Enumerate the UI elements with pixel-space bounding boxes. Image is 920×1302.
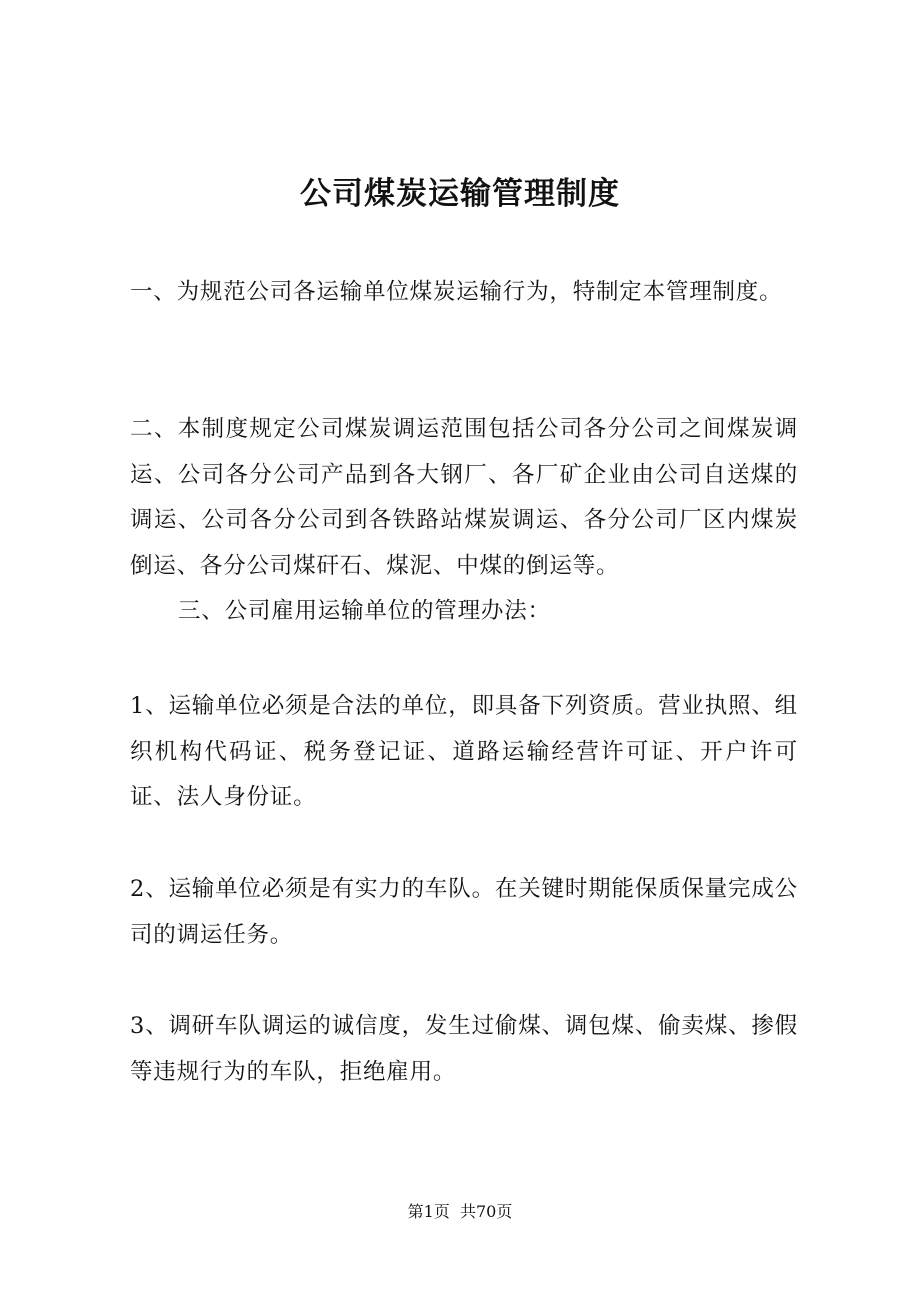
paragraph-6: 3、调研车队调运的诚信度，发生过偷煤、调包煤、偷卖煤、掺假等违规行为的车队，拒绝雇用。 <box>130 1013 798 1085</box>
page-footer <box>0 1200 920 1224</box>
paragraph-5: 2、运输单位必须是有实力的车队。在关键时期能保质保量完成公司的调运任务。 <box>130 876 798 948</box>
paragraph-4: 1、运输单位必须是合法的单位，即具备下列资质。营业执照、组织机构代码证、税务登记证、道路运输经营许可证、开户许可证、法人身份证。 <box>130 693 798 810</box>
paragraph-3: 三、公司雇用运输单位的管理办法： <box>178 598 551 624</box>
paragraph-1: 一、为规范公司各运输单位煤炭运输行为，特制定本管理制度。 <box>130 279 783 305</box>
paragraph-2: 二、本制度规定公司煤炭调运范围包括公司各分公司之间煤炭调运、公司各分公司产品到各大钢厂、各厂矿企业由公司自送煤的调运、公司各分公司到各铁路站煤炭调运、各分公司厂区内煤炭倒运、各分公司煤矸石、煤泥、中煤的倒运等。 <box>130 416 798 579</box>
page-number: 第1页 共70页 <box>407 1202 513 1221</box>
document-title: 公司煤炭运输管理制度 <box>300 176 620 212</box>
